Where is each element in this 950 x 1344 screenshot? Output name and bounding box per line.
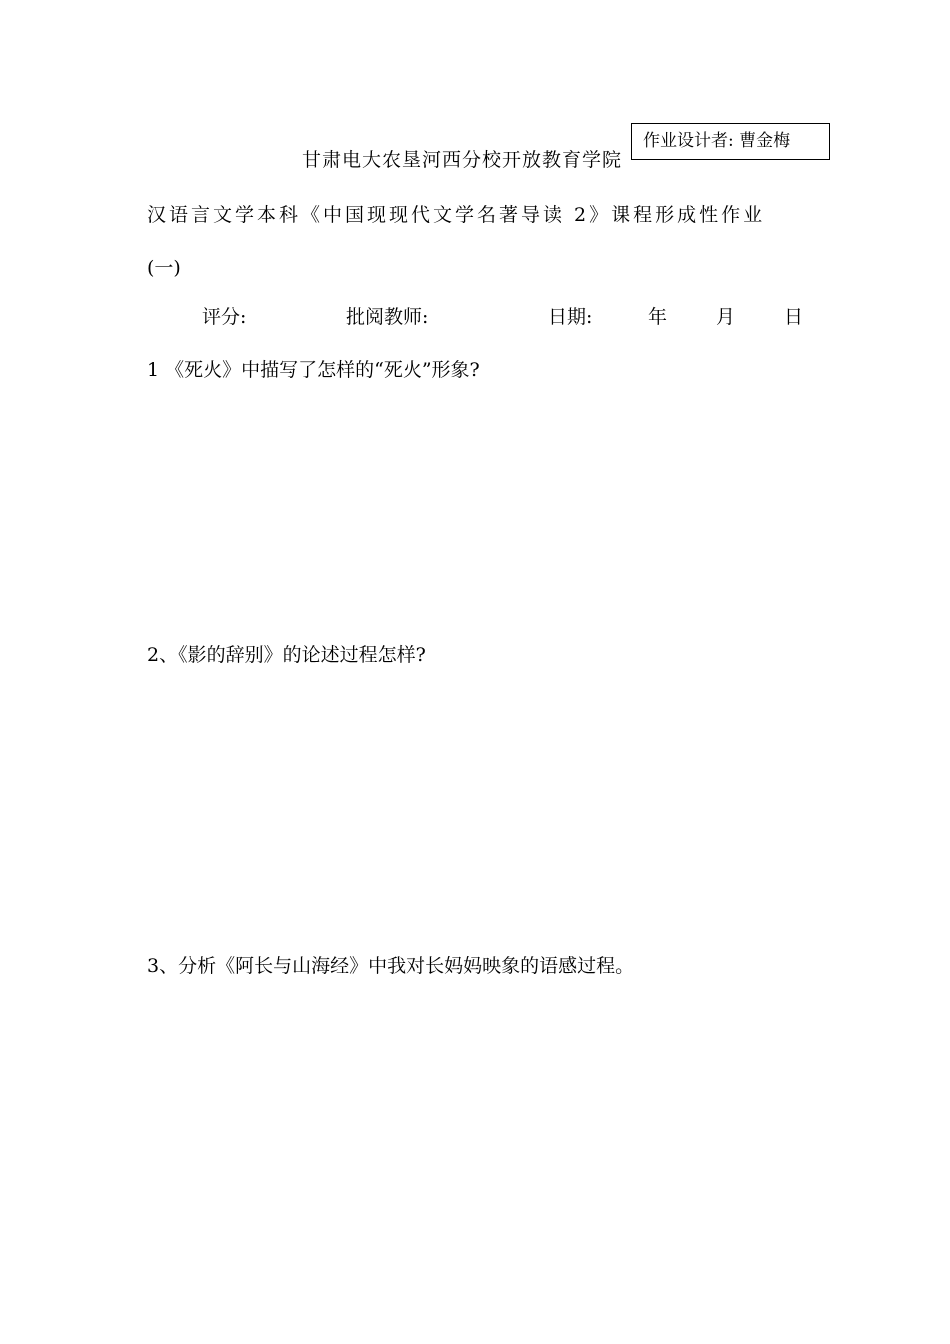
question-3: 3、分析《阿长与山海经》中我对长妈妈映象的语感过程。 — [147, 955, 635, 977]
date-label: 日期: — [548, 306, 593, 328]
course-title: 汉语言文学本科《中国现现代文学名著导读 2》课程形成性作业 — [147, 204, 766, 226]
designer-box: 作业设计者: 曹金梅 — [631, 123, 830, 160]
score-label: 评分: — [202, 306, 247, 328]
grading-row — [0, 304, 950, 330]
school-title: 甘肃电大农垦河西分校开放教育学院 — [302, 149, 623, 171]
month-label: 月 — [716, 306, 736, 328]
question-1: 1 《死火》中描写了怎样的“死火”形象? — [147, 359, 480, 381]
teacher-label: 批阅教师: — [346, 306, 429, 328]
year-label: 年 — [648, 306, 668, 328]
day-label: 日 — [784, 306, 804, 328]
question-2: 2、《影的辞别》的论述过程怎样? — [147, 644, 426, 666]
assignment-number: (一) — [147, 257, 181, 279]
